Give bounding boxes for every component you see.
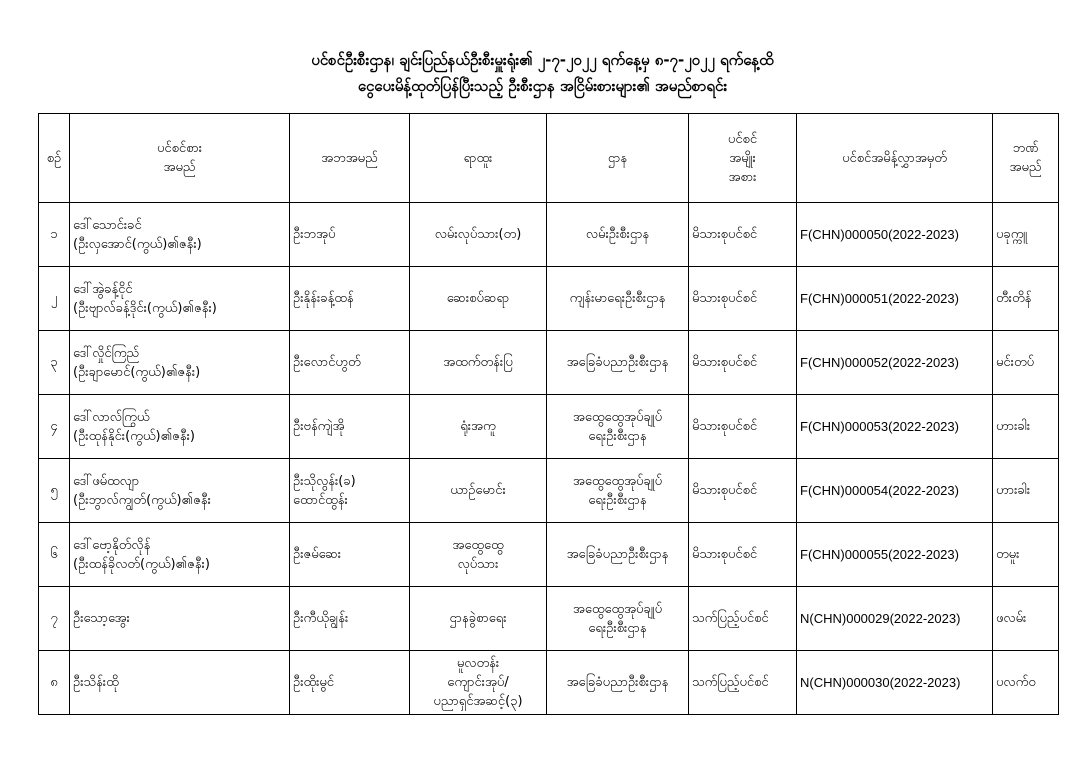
cell-department: အထွေထွေအုပ်ချုပ် ရေးဦးစီးဌာန — [547, 395, 689, 459]
cell-pensioner: ဒေါ်သောင်းခင် (ဦးလှအောင်(ကွယ်)၏ဇနီး) — [70, 203, 290, 267]
header-department: ဌာန — [547, 114, 689, 203]
cell-rank: ဆေးစပ်ဆရာ — [410, 267, 547, 331]
cell-pensioner: ဦးသော့အွေး — [70, 587, 290, 651]
cell-department: အထွေထွေအုပ်ချုပ် ရေးဦးစီးဌာန — [547, 459, 689, 523]
cell-order-no: F(CHN)000053(2022-2023) — [797, 395, 993, 459]
cell-no: ၈ — [39, 651, 70, 715]
document-title-line1: ပင်စင်ဦးစီးဌာန၊ ချင်းပြည်နယ်ဦးစီးမှူးရုံး၏ ၂-၇-၂၀၂၂ ရက်နေ့မှ ၈-၇-၂၀၂၂ ရက်နေ့ထိ — [311, 51, 774, 69]
document-title-line2: ငွေပေးမိန့်ထုတ်ပြန်ပြီးသည့် ဦးစီးဌာန အငြိမ်းစားများ၏ အမည်စာရင်း — [357, 77, 728, 95]
cell-bank: တီးတိန် — [993, 267, 1059, 331]
table-row — [39, 395, 1059, 459]
cell-father: ဦးထိုးမွင် — [290, 651, 410, 715]
cell-pensioner: ဦးသိန်းထို — [70, 651, 290, 715]
cell-father: ဦးလောင်ဟွတ် — [290, 331, 410, 395]
cell-bank: ဖလမ်း — [993, 587, 1059, 651]
table-row — [39, 331, 1059, 395]
cell-department: အခြေခံပညာဦးစီးဌာန — [547, 651, 689, 715]
cell-department: လမ်းဦးစီးဌာန — [547, 203, 689, 267]
cell-pensioner: ဒေါ်အွဲခန့်ငိုင် (ဦးဗျာလ်ခန့်ဒိုင်း(ကွယ်)၏ဇနီး) — [70, 267, 290, 331]
cell-no: ၆ — [39, 523, 70, 587]
table-row — [39, 651, 1059, 715]
cell-pension-type: မိသားစုပင်စင် — [689, 203, 797, 267]
pension-table — [38, 113, 1059, 715]
cell-father: ဦးဘအုပ် — [290, 203, 410, 267]
header-rank: ရာထူး — [410, 114, 547, 203]
cell-no: ၄ — [39, 395, 70, 459]
cell-rank: ဌာနခွဲစာရေး — [410, 587, 547, 651]
cell-pension-type: သက်ပြည့်ပင်စင် — [689, 651, 797, 715]
cell-no: ၂ — [39, 267, 70, 331]
header-order-no: ပင်စင်အမိန့်လွှာအမှတ် — [797, 114, 993, 203]
cell-pension-type: မိသားစုပင်စင် — [689, 459, 797, 523]
cell-rank: ယာဉ်မောင်း — [410, 459, 547, 523]
cell-father: ဦးကီယိုချွန်း — [290, 587, 410, 651]
cell-department: အထွေထွေအုပ်ချုပ် ရေးဦးစီးဌာန — [547, 587, 689, 651]
cell-pension-type: သက်ပြည့်ပင်စင် — [689, 587, 797, 651]
cell-bank: တမူး — [993, 523, 1059, 587]
table-row — [39, 523, 1059, 587]
table-header-row — [39, 114, 1059, 203]
cell-bank: ပလက်ဝ — [993, 651, 1059, 715]
cell-pension-type: မိသားစုပင်စင် — [689, 331, 797, 395]
cell-no: ၁ — [39, 203, 70, 267]
cell-father: ဦးသိုလွန်း(ခ) ထောင်ထွန်း — [290, 459, 410, 523]
cell-pensioner: ဒေါ်လာလ်ကြွယ် (ဦးထုန်နိုင်း(ကွယ်)၏ဇနီး) — [70, 395, 290, 459]
cell-order-no: F(CHN)000055(2022-2023) — [797, 523, 993, 587]
cell-pension-type: မိသားစုပင်စင် — [689, 395, 797, 459]
header-father: အဘအမည် — [290, 114, 410, 203]
table-row — [39, 267, 1059, 331]
cell-pension-type: မိသားစုပင်စင် — [689, 523, 797, 587]
cell-department: ကျန်းမာရေးဦးစီးဌာန — [547, 267, 689, 331]
cell-rank: မူလတန်း ကျောင်းအုပ်/ ပညာရှင်အဆင့်(၃) — [410, 651, 547, 715]
header-no: စဉ် — [39, 114, 70, 203]
cell-bank: မင်းတပ် — [993, 331, 1059, 395]
cell-pension-type: မိသားစုပင်စင် — [689, 267, 797, 331]
header-pensioner: ပင်စင်စား အမည် — [70, 114, 290, 203]
header-pension-type: ပင်စင် အမျိုး အစား — [689, 114, 797, 203]
cell-bank: ဟားခါး — [993, 395, 1059, 459]
cell-order-no: F(CHN)000054(2022-2023) — [797, 459, 993, 523]
cell-pensioner: ဒေါ်လှိုင်ကြည် (ဦးချာမောင်(ကွယ်)၏ဇနီး) — [70, 331, 290, 395]
cell-father: ဦးနိုန်းခန့်ထန် — [290, 267, 410, 331]
cell-no: ၇ — [39, 587, 70, 651]
table-row — [39, 203, 1059, 267]
cell-rank: အထက်တန်းပြ — [410, 331, 547, 395]
cell-order-no: F(CHN)000052(2022-2023) — [797, 331, 993, 395]
cell-department: အခြေခံပညာဦးစီးဌာန — [547, 331, 689, 395]
cell-pensioner: ဒေါ်ဖမ်ထလျာ (ဦးဘွာလ်ကျွတ်(ကွယ်)၏ဇနီး — [70, 459, 290, 523]
cell-pensioner: ဒေါ်ဗော့နိုတ်လိုန် (ဦးထန်ခိုလတ်(ကွယ်)၏ဇနီး) — [70, 523, 290, 587]
cell-order-no: F(CHN)000051(2022-2023) — [797, 267, 993, 331]
cell-rank: လမ်းလုပ်သား(တ) — [410, 203, 547, 267]
cell-rank: ရုံးအကူ — [410, 395, 547, 459]
cell-rank: အထွေထွေ လုပ်သား — [410, 523, 547, 587]
table-row — [39, 459, 1059, 523]
header-bank: ဘဏ် အမည် — [993, 114, 1059, 203]
cell-order-no: F(CHN)000050(2022-2023) — [797, 203, 993, 267]
cell-order-no: N(CHN)000030(2022-2023) — [797, 651, 993, 715]
table-row — [39, 587, 1059, 651]
cell-no: ၃ — [39, 331, 70, 395]
cell-bank: ပခုက္ကူ — [993, 203, 1059, 267]
cell-no: ၅ — [39, 459, 70, 523]
cell-department: အခြေခံပညာဦးစီးဌာန — [547, 523, 689, 587]
cell-bank: ဟားခါး — [993, 459, 1059, 523]
cell-father: ဦးဇမ်ဆေး — [290, 523, 410, 587]
cell-order-no: N(CHN)000029(2022-2023) — [797, 587, 993, 651]
cell-father: ဦးဗန်ကျဲအို — [290, 395, 410, 459]
